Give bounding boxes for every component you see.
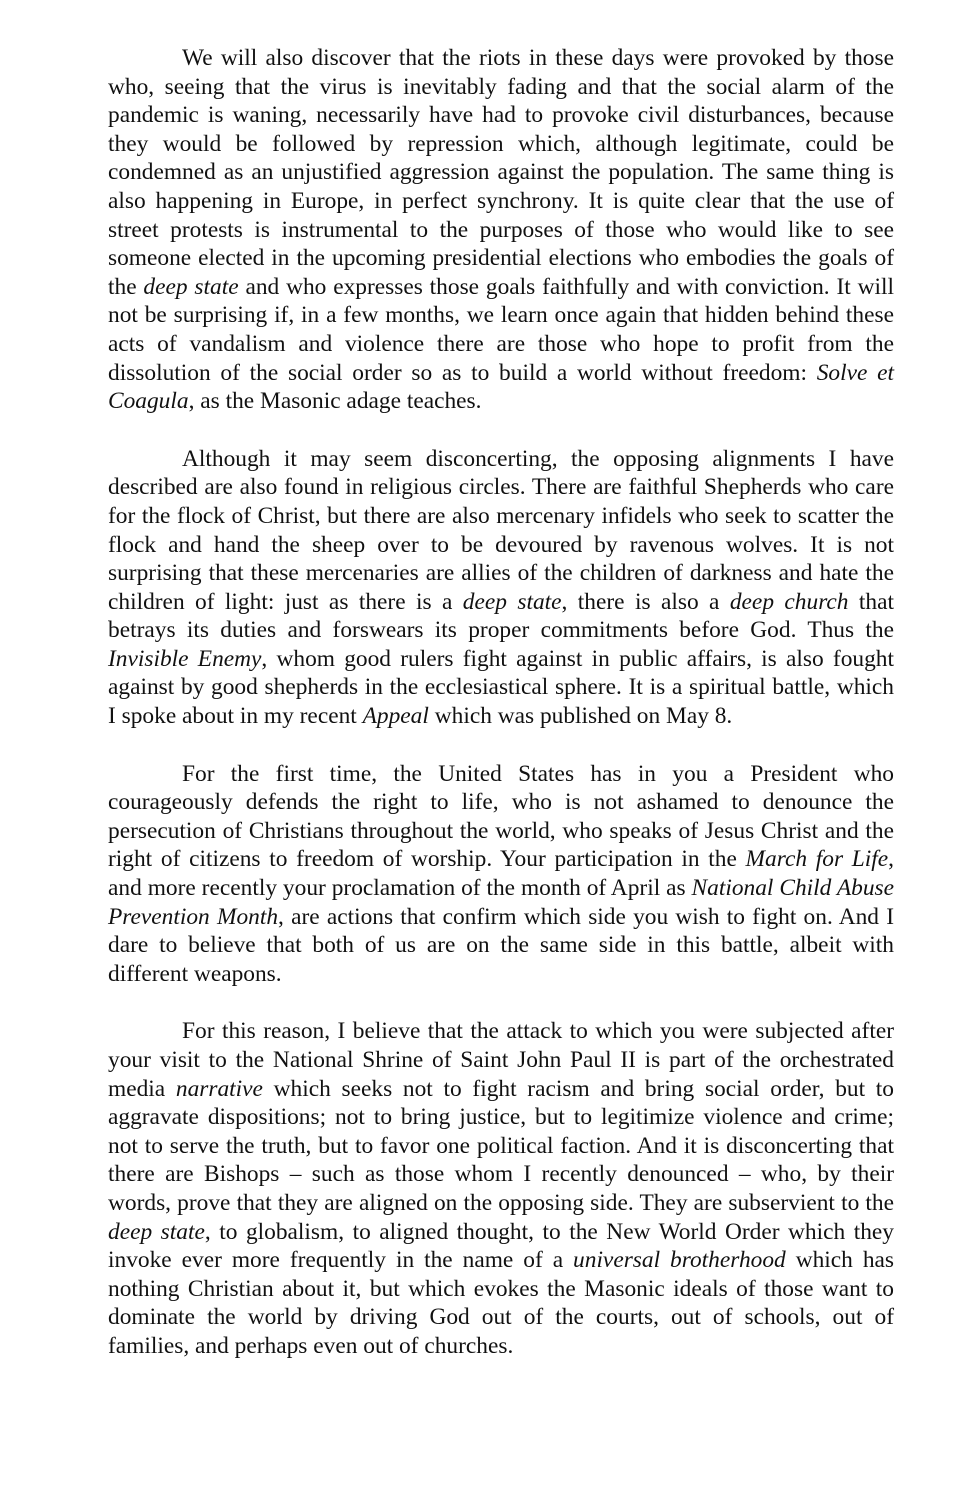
text-segment: , as the Masonic adage teaches. <box>188 388 482 415</box>
italic-text-segment: National Child Abuse Prevention Month <box>108 875 894 930</box>
italic-text-segment: deep state <box>462 588 562 615</box>
text-segment: , are actions that confirm which side you wish to fight on. And I dare to believe that both of us are on the same side in this battle, albeit with different weapons. <box>108 903 894 987</box>
text-segment: and who expresses those goals faithfully and with conviction. It will not be surprising if, in a few months, we learn once again that hidden behind these acts of vandalism and violence there are those who hope to profit from the dissolution of the social order so as to build a world without freedom: <box>108 273 894 386</box>
italic-text-segment: deep state <box>143 273 239 300</box>
text-segment: , there is also a <box>561 588 730 615</box>
text-segment: For the first time, the United States has in you a President who courageously defends the right to life, who is not ashamed to denounce the persecution of Christians throughout the world, who speaks of Jesus Christ and the right of citizens to freedom of worship. Your participation in the <box>108 760 894 873</box>
text-segment: which has nothing Christian about it, but which evokes the Masonic ideals of those want to dominate the world by driving God out of the courts, out of schools, out of families, and perhaps even out of churches. <box>108 1247 895 1359</box>
italic-text-segment: universal brotherhood <box>573 1247 786 1274</box>
paragraph-3 <box>108 760 894 989</box>
text-segment: which seeks not to fight racism and bring social order, but to aggravate dispositions; not to bring justice, but to legitimize violence and crime; not to serve the truth, but to favor one political faction. And it is disconcerting that there are Bishops – such as those whom I recently denounced – who, by their words, prove that they are aligned on the opposing side. They are subservient to the <box>108 1075 894 1216</box>
italic-text-segment: March for Life <box>745 846 889 873</box>
text-segment: We will also discover that the riots in these days were provoked by those who, seeing that the virus is inevitably fading and that the social alarm of the pandemic is waning, necessarily have had to provoke civil disturbances, because they would be followed by repression which, although legitimate, could be condemned as an unjustified aggression against the population. The same thing is also happening in Europe, in perfect synchrony. It is quite clear that the use of street protests is instrumental to the purposes of those who would like to see someone elected in the upcoming presidential elections who embodies the goals of the <box>108 45 894 300</box>
italic-text-segment: narrative <box>175 1075 263 1102</box>
paragraph-1 <box>108 44 894 416</box>
paragraph-4 <box>108 1017 894 1360</box>
text-segment: Although it may seem disconcerting, the opposing alignments I have described are also found in religious circles. There are faithful Shepherds who care for the flock of Christ, but there are also mercenary infidels who seek to scatter the flock and hand the sheep over to be devoured by ravenous wolves. It is not surprising that these mercenaries are allies of the children of darkness and hate the children of light: just as there is a <box>108 445 894 615</box>
text-segment: For this reason, I believe that the attack to which you were subjected after your visit to the National Shrine of Saint John Paul II is part of the orchestrated media <box>108 1018 894 1102</box>
paragraph-2 <box>108 445 894 731</box>
italic-text-segment: deep church <box>729 588 849 615</box>
italic-text-segment: Solve et Coagula <box>108 359 894 415</box>
italic-text-segment: Invisible Enemy <box>108 645 262 672</box>
text-segment: , to globalism, to aligned thought, to the New World Order which they invoke ever more frequently in the name of a <box>108 1218 894 1274</box>
italic-text-segment: deep state <box>108 1218 205 1245</box>
text-segment: , and more recently your proclamation of the month of April as <box>108 846 894 902</box>
document-page <box>108 44 894 1361</box>
italic-text-segment: Appeal <box>362 703 429 730</box>
text-segment: which was published on May 8. <box>428 703 733 730</box>
text-segment: , whom good rulers fight against in public affairs, is also fought against by good shepherds in the ecclesiastical sphere. It is a spiritual battle, which I spoke about in my recent <box>108 645 894 730</box>
text-segment: that betrays its duties and forswears its proper commitments before God. Thus the <box>108 588 894 644</box>
